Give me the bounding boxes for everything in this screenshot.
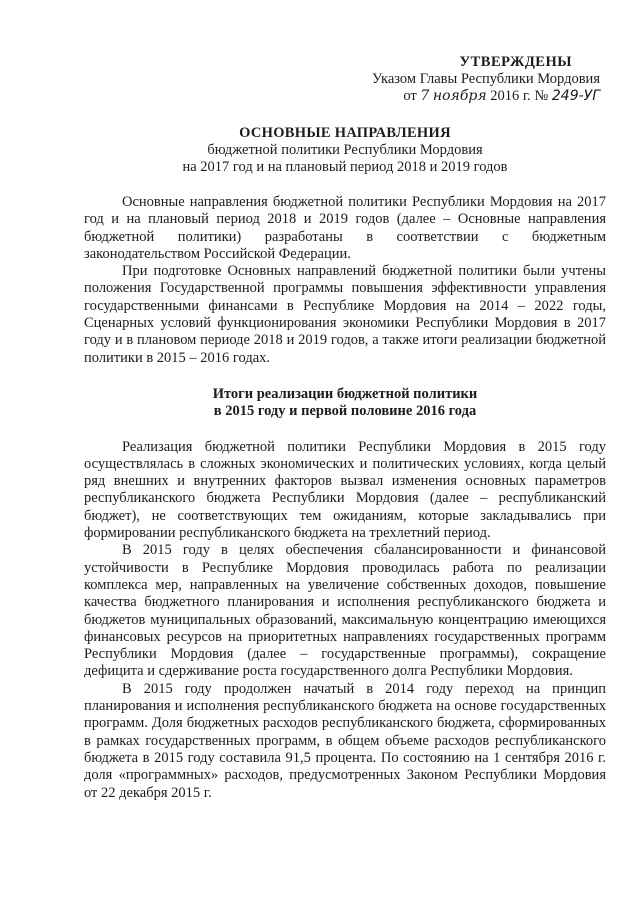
approval-year: 2016 г. № [490,88,549,104]
section-paragraph-2: В 2015 году в целях обеспечения сбалансированности и финансовой устойчивости в Республике Мордовия проводилась работа по реализации комплекса мер, направленных на увеличение собственных доходов, повышение качества бюджетного планирования и исполнения республиканского бюджета и бюджетов муниципальных образований, максимальную концентрацию имеющихся финансовых ресурсов на приоритетных направлениях государственных программ Республики Мордовия (далее – государственные программы), сокращение дефицита и сдерживание роста государственного долга Республики Мордовия. [84,542,606,680]
document-body [84,194,606,802]
approval-day: 7 [420,88,430,104]
intro-paragraph-2: При подготовке Основных направлений бюджетной политики были учтены положения Государственной программы повышения эффективности управления государственными финансами в Республике Мордовия на 2014 – 2022 годы, Сценарных условий функционирования экономики Республики Мордовия в 2017 году и в плановом периоде 2018 и 2019 годов, а также итоги реализации бюджетной политики в 2015 – 2016 годах. [84,263,606,366]
intro-paragraph-1: Основные направления бюджетной политики Республики Мордовия на 2017 год и на плановый период 2018 и 2019 годов (далее – Основные направления бюджетной политики) разработаны в соответствии с бюджетным законодательством Российской Федерации. [84,194,606,262]
approval-heading: УТВЕРЖДЕНЫ [459,54,572,70]
approval-month: ноября [432,88,487,104]
approval-number: 249-УГ [551,88,600,104]
document-title [84,125,606,176]
approval-decree-line: Указом Главы Республики Мордовия [372,71,600,87]
section-heading-line1: Итоги реализации бюджетной политики [212,385,478,402]
section-heading-line2: в 2015 году и первой половине 2016 года [213,403,477,420]
section-paragraph-3: В 2015 году продолжен начатый в 2014 году переход на принцип планирования и исполнения республиканского бюджета на основе государственных программ. Доля бюджетных расходов республиканского бюджета, сформированных в рамках государственных программ, в общем объеме расходов республиканского бюджета в 2015 году составила 91,5 процента. По состоянию на 1 сентября 2016 г. доля «программных» расходов, предусмотренных Законом Республики Мордовия от 22 декабря 2015 г. [84,680,606,801]
title-main: ОСНОВНЫЕ НАПРАВЛЕНИЯ [239,125,451,141]
approval-date-prefix: от [403,88,417,104]
approval-date-line [372,88,600,105]
approval-block [372,54,600,105]
title-sub1: бюджетной политики Республики Мордовия [207,142,483,158]
section-heading [84,386,606,421]
section-paragraph-1: Реализация бюджетной политики Республики Мордовия в 2015 году осуществлялась в сложных экономических и политических условиях, когда целый ряд внешних и внутренних факторов вызвал изменения основных параметров республиканского бюджета Республики Мордовия (далее – республиканский бюджет), не соответствующих тем ожиданиям, которые закладывались при формировании республиканского бюджета на трехлетний период. [84,438,606,542]
title-sub2: на 2017 год и на плановый период 2018 и 2019 годов [182,159,508,175]
